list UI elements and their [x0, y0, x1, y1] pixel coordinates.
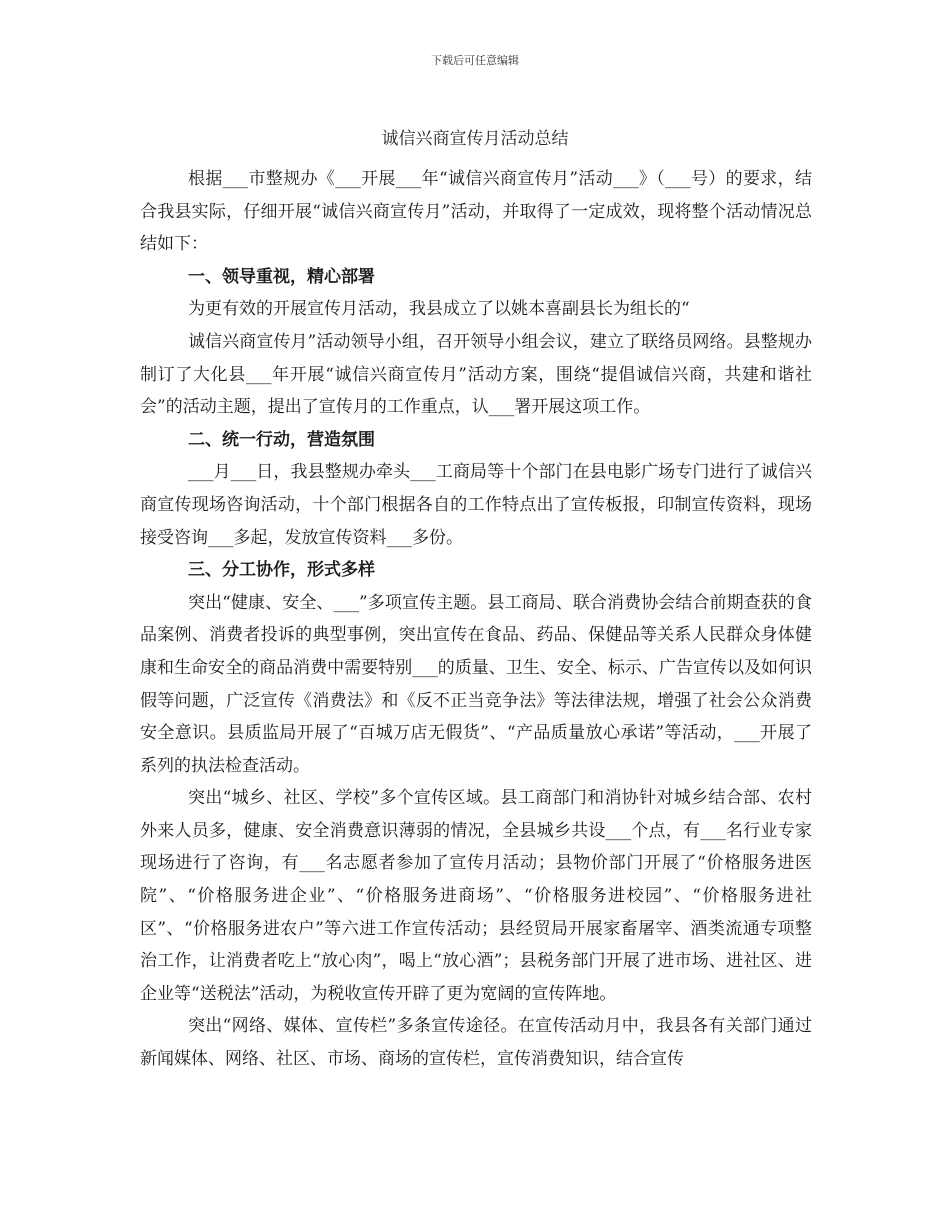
document-body: [140, 163, 812, 1076]
paragraph: ___月___日，我县整规办牵头___工商局等十个部门在县电影广场专门进行了诚信兴商宣传现场咨询活动，十个部门根据各自的工作特点出了宣传板报，印制宣传资料，现场接受咨询___多起，发放宣传资料___多份。: [140, 462, 812, 548]
paragraph: 诚信兴商宣传月”活动领导小组，召开领导小组会议，建立了联络员网络。县整规办制订了大化县___年开展“诚信兴商宣传月”活动方案，围绕“提倡诚信兴商，共建和谐社会”的活动主题，提出了宣传月的工作重点，认___署开展这项工作。: [140, 331, 812, 418]
intro-paragraph: 根据___市整规办《___开展___年“诚信兴商宣传月”活动___》（___号）的要求，结合我县实际，仔细开展“诚信兴商宣传月”活动，并取得了一定成效，现将整个活动情况总结如下：: [140, 169, 812, 255]
section-heading-1: 一、领导重视，精心部署: [188, 266, 375, 287]
paragraph: 突出“健康、安全、___”多项宣传主题。县工商局、联合消费协会结合前期查获的食品案例、消费者投诉的典型事例，突出宣传在食品、药品、保健品等关系人民群众身体健康和生命安全的商品消费中需要特别___的质量、卫生、安全、标示、广告宣传以及如何识假等问题，广泛宣传《消费法》和《反不正当竞争法》等法律法规，增强了社会公众消费安全意识。县质监局开展了“百城万店无假货”、“产品质量放心承诺”等活动，___开展了系列的执法检查活动。: [140, 592, 812, 776]
paragraph: 突出“城乡、社区、学校”多个宣传区域。县工商部门和消协针对城乡结合部、农村外来人员多，健康、安全消费意识薄弱的情况，全县城乡共设___个点，有___名行业专家现场进行了咨询，有___名志愿者参加了宣传月活动；县物价部门开展了“价格服务进医院”、“价格服务进企业”、“价格服务进商场”、“价格服务进校园”、“价格服务进社区”、“价格服务进农户”等六进工作宣传活动；县经贸局开展家畜屠宰、酒类流通专项整治工作，让消费者吃上“放心肉”，喝上“放心酒”；县税务部门开展了进市场、进社区、进企业等“送税法”活动，为税收宣传开辟了更为宽阔的宣传阵地。: [140, 788, 812, 1004]
document-title: 诚信兴商宣传月活动总结: [381, 129, 569, 149]
section-heading-2: 二、统一行动，营造氛围: [188, 429, 375, 450]
section-heading-3: 三、分工协作，形式多样: [188, 560, 375, 581]
header-note: 下载后可任意编辑: [431, 54, 519, 67]
paragraph: 为更有效的开展宣传月活动，我县成立了以姚本喜副县长为组长的“: [188, 299, 690, 320]
paragraph: 突出“网络、媒体、宣传栏”多条宣传途径。在宣传活动月中，我县各有关部门通过新闻媒体、网络、社区、市场、商场的宣传栏，宣传消费知识，结合宣传: [140, 1016, 812, 1070]
